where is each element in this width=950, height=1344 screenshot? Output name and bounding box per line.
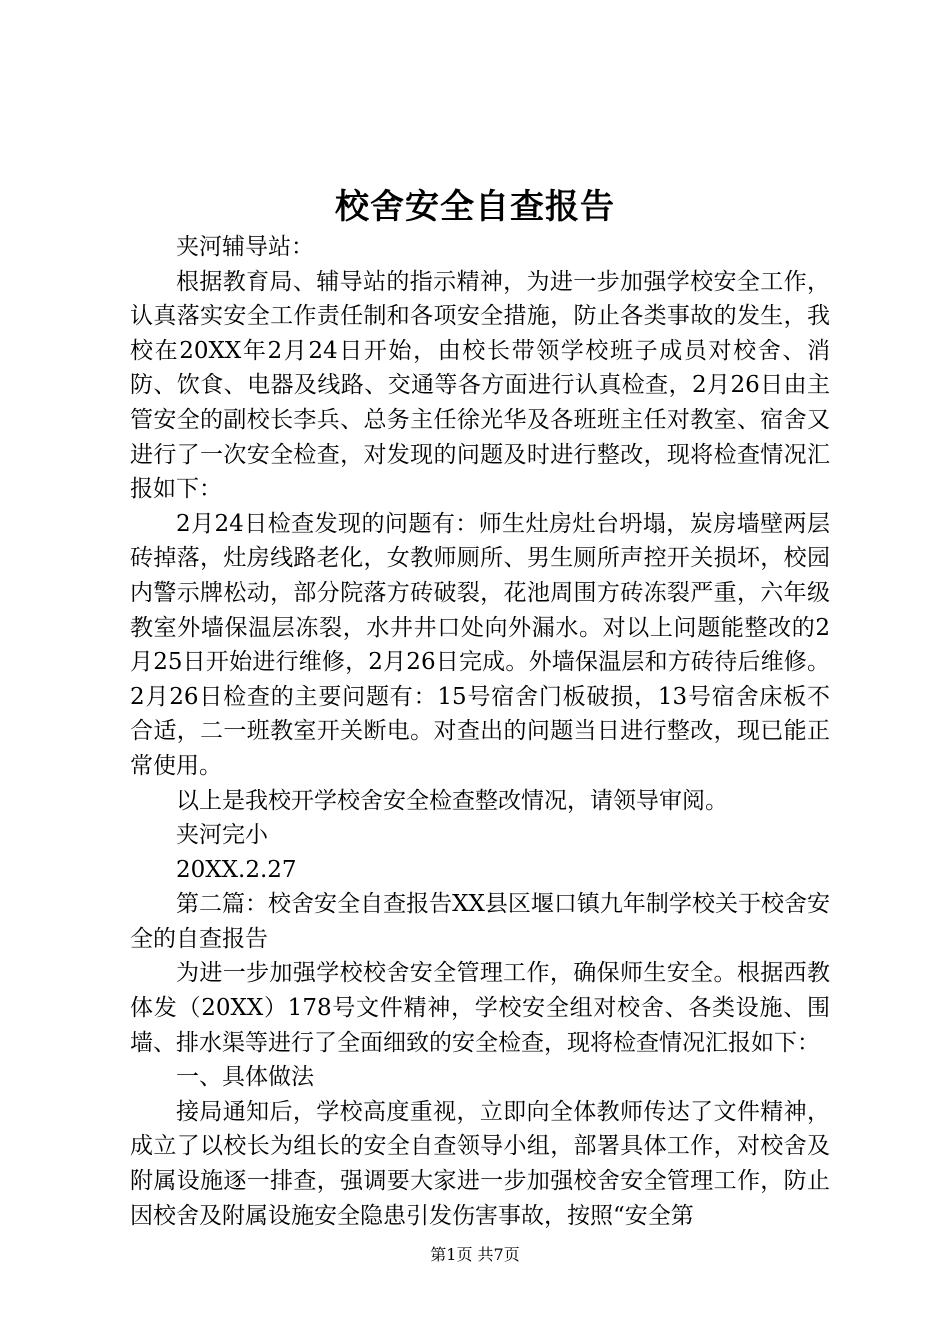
paragraph: 根据教育局、辅导站的指示精神，为进一步加强学校安全工作，认真落实安全工作责任制和各项安全措施，防止各类事故的发生，我校在20XX年2月24日开始，由校长带领学校班子成员对校舍、消防、饮食、电器及线路、交通等各方面进行认真检查，2月26日由主管安全的副校长李兵、总务主任徐光华及各班班主任对教室、宿舍又进行了一次安全检查，对发现的问题及时进行整改，现将检查情况汇报如下： [130,268,830,503]
paragraph: 为进一步加强学校校舍安全管理工作，确保师生安全。根据西教体发（20XX）178号文件精神，学校安全组对校舍、各类设施、围墙、排水渠等进行了全面细致的安全检查，现将检查情况汇报如下： [130,960,830,1056]
signature-date: 20XX.2.27 [176,856,297,883]
paragraph: 接局通知后，学校高度重视，立即向全体教师传达了文件精神，成立了以校长为组长的安全自查领导小组，部署具体工作，对校舍及附属设施逐一排查，强调要大家进一步加强校舍安全管理工作，防止因校舍及附属设施安全隐患引发伤害事故，按照“安全第 [130,1098,830,1229]
section-heading: 第二篇：校舍安全自查报告XX县区堰口镇九年制学校关于校舍安全的自查报告 [130,891,830,952]
page-number-footer: 第1页 共7页 [430,1245,520,1264]
paragraph: 以上是我校开学校舍安全检查整改情况，请领导审阅。 [176,787,728,814]
document-body [130,230,830,1233]
signature-org: 夹河完小 [176,822,268,849]
subsection-heading: 一、具体做法 [176,1064,314,1091]
document-title: 校舍安全自查报告 [335,187,615,227]
paragraph: 2月24日检查发现的问题有：师生灶房灶台坍塌，炭房墙壁两层砖掉落，灶房线路老化，女教师厕所、男生厕所声控开关损坏，校园内警示牌松动，部分院落方砖破裂，花池周围方砖冻裂严重，六年级教室外墙保温层冻裂，水井井口处向外漏水。对以上问题能整改的2月25日开始进行维修，2月26日完成。外墙保温层和方砖待后维修。2月26日检查的主要问题有：15号宿舍门板破损，13号宿舍床板不合适，二一班教室开关断电。对查出的问题当日进行整改，现已能正常使用。 [130,510,830,779]
paragraph-salutation: 夹河辅导站： [176,234,314,260]
